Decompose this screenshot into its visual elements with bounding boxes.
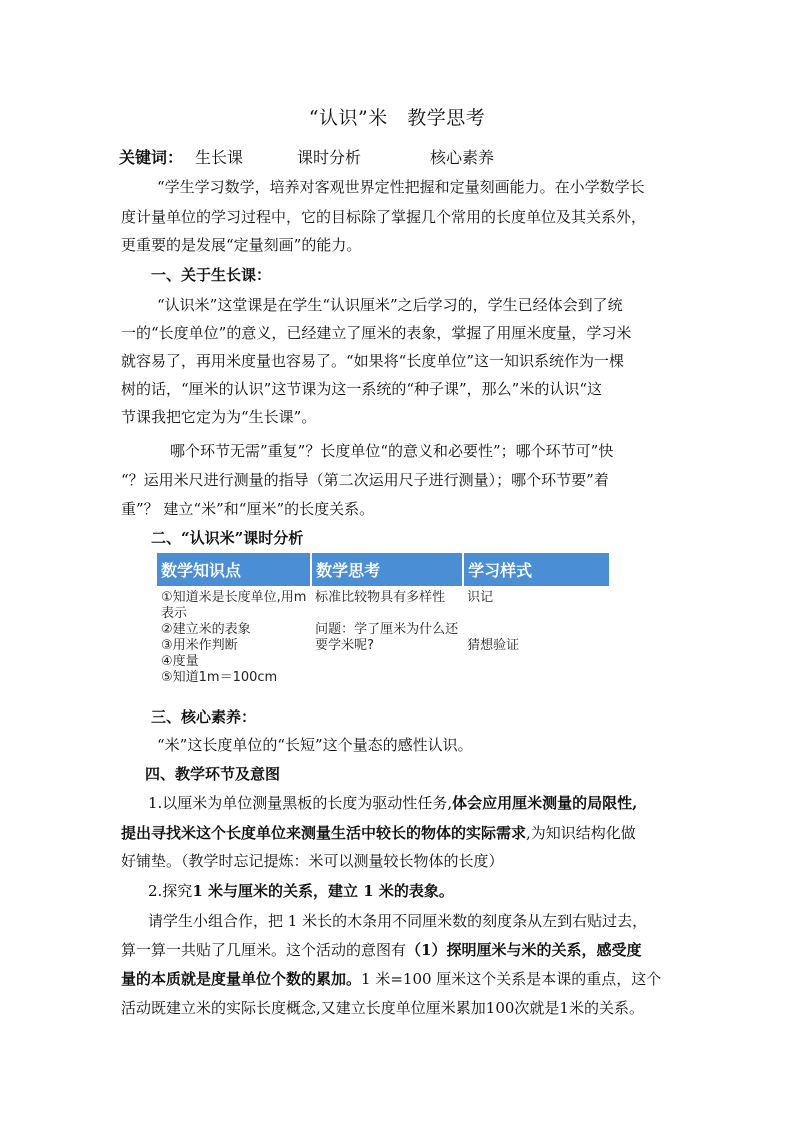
section1-para2-line: 哪个环节无需”重复”？长度单位“的意义和必要性”；哪个环节可”快 xyxy=(170,442,614,460)
section4-item1-line: 好铺垫。（教学时忘记提炼：米可以测量较长物体的长度） xyxy=(121,852,504,870)
section3-text: “米”这长度单位的“长短”这个量态的感性认识。 xyxy=(157,736,473,754)
keyword-core-literacy: 核心素养 xyxy=(430,148,495,167)
knowledge-point: ②建立米的表象 xyxy=(161,622,251,637)
section4-heading: 四、教学环节及意图 xyxy=(145,765,281,783)
keywords-label-text: 关键词： xyxy=(119,148,184,167)
lesson-analysis-table xyxy=(157,553,609,686)
knowledge-point: ③用米作判断 xyxy=(161,638,238,653)
intro-line: 度计量单位的学习过程中，它的目标除了掌握几个常用的长度单位及其关系外， xyxy=(121,208,647,226)
section2-heading: 二、“认识米”课时分析 xyxy=(151,529,304,547)
section4-para-line xyxy=(121,967,661,991)
item1-emphasis: 体会应用厘米测量的局限性, xyxy=(452,794,638,812)
item1-text: ,为知识结构化做 xyxy=(526,824,636,842)
section4-item2-line xyxy=(148,879,454,903)
section4-item1-line xyxy=(121,821,636,845)
section1-para2-line: 重”？ 建立“米”和“厘米”的长度关系。 xyxy=(121,500,375,518)
table-header: 学习样式 xyxy=(463,553,609,586)
intro-line: “学生学习数学，培养对客观世界定性把握和定量刻画能力。在小学数学长 xyxy=(157,178,645,196)
table-header: 数学知识点 xyxy=(157,553,311,586)
section4-para-line: 请学生小组合作，把 1 米长的木条用不同厘米数的刻度条从左到右贴过去， xyxy=(148,912,648,930)
section1-para1-line: 一的“长度单位”的意义，已经建立了厘米的表象，掌握了用厘米度量，学习米 xyxy=(121,324,632,342)
item1-emphasis: 提出寻找米这个长度单位来测量生活中较长的物体的实际需求 xyxy=(121,824,527,842)
thinking-point: 标准比较物具有多样性 xyxy=(315,590,446,605)
knowledge-point: ④度量 xyxy=(161,654,199,669)
section1-para1-line: 节课我把它定为为“生长课”。 xyxy=(121,408,317,426)
keyword-lesson-analysis: 课时分析 xyxy=(297,148,362,167)
item2-emphasis: 1 米与厘米的关系，建立 1 米的表象。 xyxy=(192,882,454,900)
para-text: 算一算一共贴了几厘米。这个活动的意图有 xyxy=(121,941,407,959)
para-text: 1 米=100 厘米这个关系是本课的重点，这个 xyxy=(361,970,662,988)
section1-para1-line: 就容易了，再用米度量也容易了。“如果将“长度单位”这一知识系统作为一棵 xyxy=(121,352,625,370)
table-cell-thinking xyxy=(311,586,463,686)
section4-para-line xyxy=(121,938,641,962)
section4-para-line: 活动既建立米的实际长度概念,又建立长度单位厘米累加100次就是1米的关系。 xyxy=(121,999,644,1017)
keywords-label xyxy=(119,145,183,168)
knowledge-point: ⑤知道1m＝100cm xyxy=(161,670,278,685)
table-cell-style xyxy=(463,586,609,686)
section1-para1-line: 树的话，“厘米的认识”这节课为这一系统的“种子课”，那么”米的认识“这 xyxy=(121,380,603,398)
intro-line: 更重要的是发展“定量刻画”的能力。 xyxy=(121,236,362,254)
section3-heading: 三、核心素养： xyxy=(151,708,257,726)
table-cell-knowledge xyxy=(157,586,311,686)
table-row xyxy=(157,586,609,686)
section1-para1-line: “认识米”这堂课是在学生“认识厘米”之后学习的，学生已经体会到了统 xyxy=(157,296,623,314)
keyword-growth: 生长课 xyxy=(195,148,244,167)
table-header-row xyxy=(157,553,609,586)
section1-para2-line: “？运用米尺进行测量的指导（第二次运用尺子进行测量）；哪个环节要”着 xyxy=(121,471,609,489)
learning-style: 猜想验证 xyxy=(467,638,520,653)
thinking-point: 问题：学了厘米为什么还要学米呢? xyxy=(315,622,459,653)
page-title: “认识”米 教学思考 xyxy=(308,107,486,129)
item1-text: 1.以厘米为单位测量黑板的长度为驱动性任务, xyxy=(148,794,453,812)
item2-prefix: 2.探究 xyxy=(148,882,193,900)
section4-item1-line xyxy=(148,791,637,815)
section1-heading: 一、关于生长课： xyxy=(151,266,272,284)
para-emphasis: （1）探明厘米与米的关系，感受度 xyxy=(406,941,642,959)
table-header: 数学思考 xyxy=(311,553,463,586)
knowledge-point: ①知道米是长度单位,用m表示 xyxy=(161,590,307,621)
learning-style: 识记 xyxy=(467,590,494,605)
para-emphasis: 量的本质就是度量单位个数的累加。 xyxy=(121,970,362,988)
